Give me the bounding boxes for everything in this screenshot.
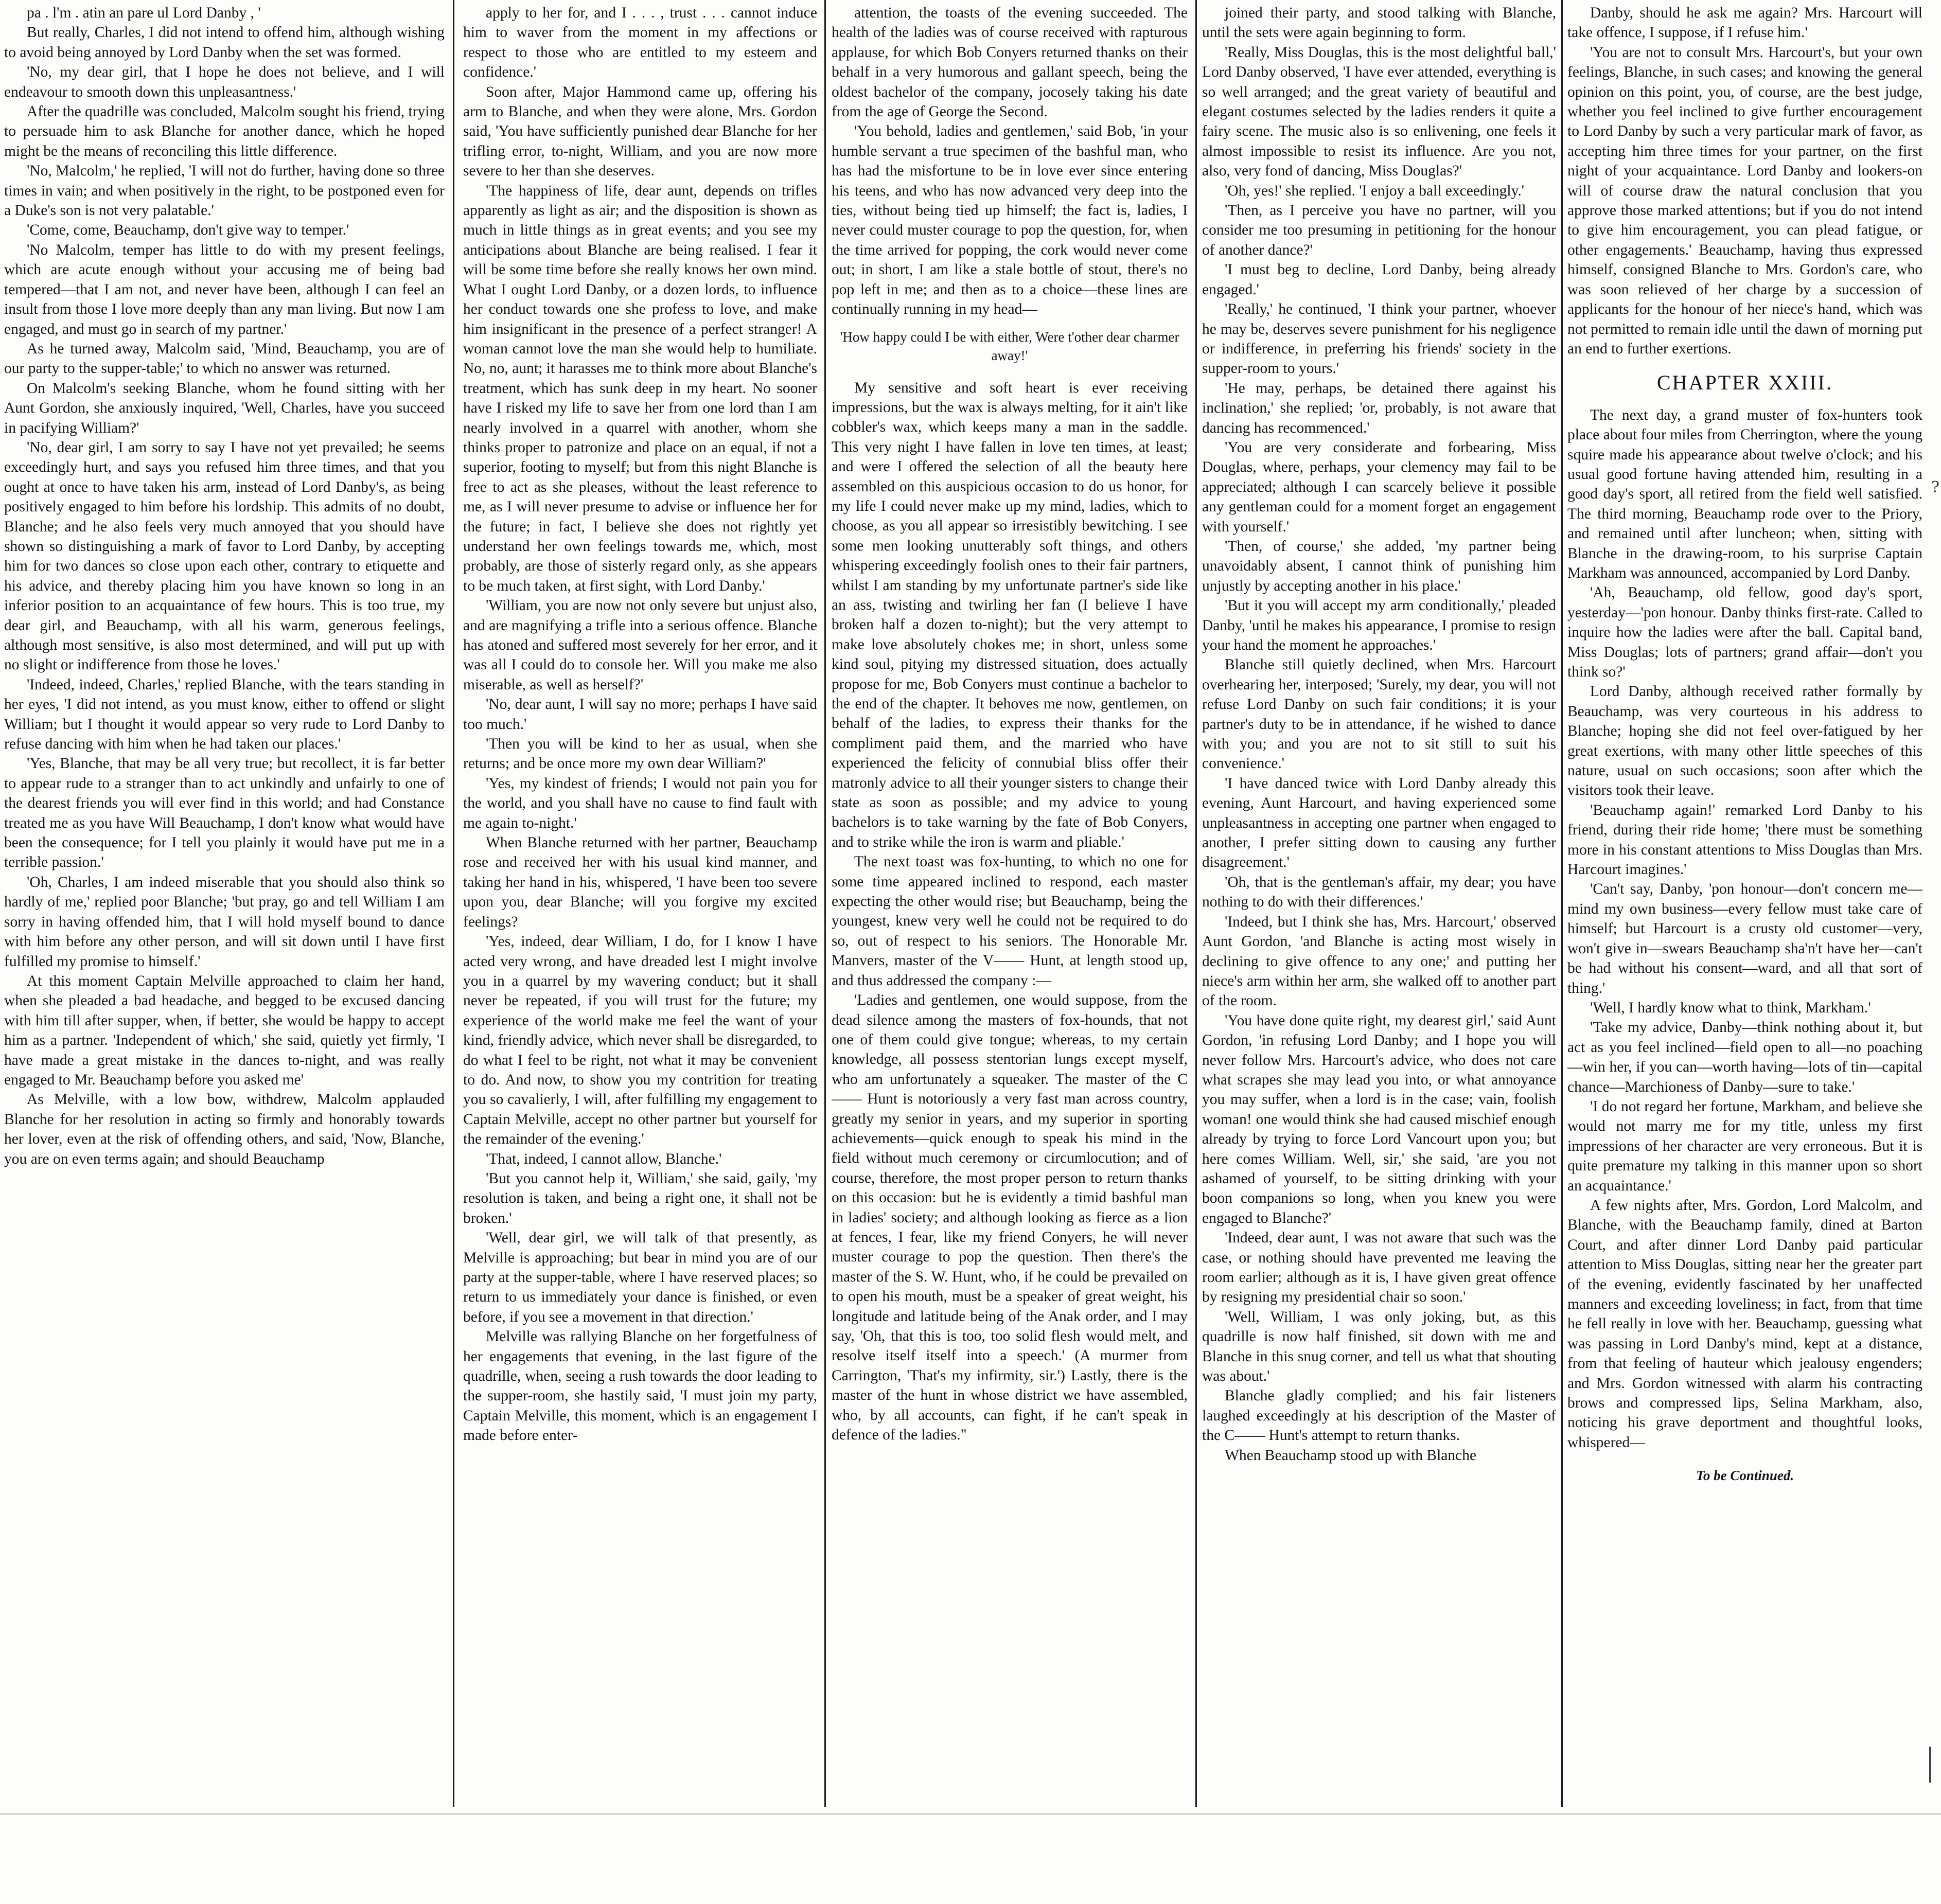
- paragraph: 'Beauchamp again!' remarked Lord Danby to his friend, during their ride home; 'there must be something more in his constant attentions to Miss Douglas than Mrs. Harcourt imagines.': [1567, 802, 1922, 878]
- paragraph: My sensitive and soft heart is ever receiving impressions, but the wax is always melting, for it ain't like cobbler's wax, which keeps many a man in the saddle. This very night I have fallen in love ten times, at least; and were I offered the selection of all the beauty here assembled on this auspicious occasion to do us honor, for my life I could never make up my mind, ladies, which to choose, as you all appear so irresistibly bewitching. I see some men looking unutterably soft things, and others whispering exceedingly foolish ones to their fair partners, whilst I am standing by my unfortunate partner's side like an ass, twisting and twirling her fan (I believe I have broken half a dozen to-night); but the very attempt to make love absolutely chokes me; in short, unless some kind soul, pitying my distressed situation, does actually propose for me, Bob Conyers must continue a bachelor to the end of the chapter. It behoves me now, gentlemen, on behalf of the ladies, to express their thanks for the compliment paid them, and the married who have experienced the felicity of connubial bliss offer their matronly advice to all their younger sisters to change their state as soon as possible; and my advice to young bachelors is to take warning by the fate of Bob Conyers, and to strike while the iron is warm and pliable.': [832, 379, 1188, 850]
- text-column-1: [4, 3, 445, 1809]
- paragraph: 'William, you are now not only severe but unjust also, and are magnifying a trifle into a serious offence. Blanche has atoned and suffered most severely for her error, and it was all I could do to console her. Will you make me also miserable, as well as herself?': [463, 597, 817, 693]
- paragraph: At this moment Captain Melville approached to claim her hand, when she pleaded a bad headache, and begged to be excused dancing with him till after supper, when, if better, she would be happy to accept him as a partner. 'Independent of which,' she said, quietly yet firmly, 'I have made a great mistake in the dances to-night, and was really engaged to Mr. Beauchamp before you asked me': [4, 972, 445, 1088]
- page-edge-mark: [1929, 1747, 1931, 1783]
- paragraph: 'Well, I hardly know what to think, Markham.': [1590, 999, 1871, 1016]
- column-rule: [1195, 0, 1197, 1807]
- text-column-3: [832, 3, 1188, 1809]
- column-rule: [453, 0, 454, 1807]
- paragraph: 'That, indeed, I cannot allow, Blanche.': [486, 1150, 722, 1167]
- paragraph: attention, the toasts of the evening succeeded. The health of the ladies was of course received with rapturous applause, for which Bob Conyers returned thanks on their behalf in a very humorous and gallant speech, being the oldest bachelor of the company, jocosely taking his date from the age of George the Second.: [832, 5, 1188, 120]
- paragraph: 'Oh, yes!' she replied. 'I enjoy a ball exceedingly.': [1225, 182, 1525, 199]
- paragraph: 'Indeed, but I think she has, Mrs. Harcourt,' observed Aunt Gordon, 'and Blanche is acting most wisely in declining to give offence to any one;' and putting her niece's arm within her arm, she walked off to another part of the room.: [1202, 913, 1556, 1009]
- column-rule: [824, 0, 826, 1807]
- paragraph: On Malcolm's seeking Blanche, whom he found sitting with her Aunt Gordon, she anxiously inquired, 'Well, Charles, have you succeed in pacifying William?': [4, 380, 445, 436]
- paragraph: 'Yes, indeed, dear William, I do, for I know I have acted very wrong, and have dreaded lest I might involve you in a quarrel by my wavering conduct; but it shall never be repeated, if you will trust for the future; my experience of the world make me feel the want of your kind, friendly advice, which never shall be disregarded, to do what I feel to be right, not what it may be convenient to do. And now, to show you my contrition for treating you so cavalierly, I will, after fulfilling my engagement to Captain Melville, accept no other partner but yourself for the remainder of the evening.': [463, 933, 817, 1148]
- paragraph: 'But you cannot help it, William,' she said, gaily, 'my resolution is taken, and being a right one, it shall not be broken.': [463, 1170, 817, 1226]
- to-be-continued: To be Continued.: [1696, 1468, 1794, 1484]
- paragraph: 'Well, dear girl, we will talk of that presently, as Melville is approaching; but bear in mind you are of our party at the supper-table, where I have reserved places; so return to us immediately your dance is finished, or even before, if you see a movement in that direction.': [463, 1230, 817, 1325]
- paragraph: The next toast was fox-hunting, to which no one for some time appeared inclined to respond, each master expecting the other would rise; but Beauchamp, being the youngest, knew very well he could not be required to do so, out of respect to his seniors. The Honorable Mr. Manvers, master of the V—— Hunt, at length stood up, and thus addressed the company :—: [832, 853, 1188, 989]
- verse-quote: 'How happy could I be with either, Were t'other dear charmer away!': [840, 329, 1179, 363]
- paragraph: 'Ladies and gentlemen, one would suppose, from the dead silence among the masters of fox-hounds, that not one of them could give tongue; whereas, to my certain knowledge, all possess stentorian lungs except myself, who am unfortunately a squeaker. The master of the C—— Hunt is notoriously a very fast man across country, greatly my senior in years, and my superior in sporting achievements—quick enough to speak his mind in the field without much ceremony or circumlocution; and of course, therefore, the most proper person to return thanks on this occasion: but he is evidently a timid bashful man in ladies' society; and although looking as fierce as a lion at fences, I fear, like my friend Conyers, he will never muster courage to pop the question. Then there's the master of the S. W. Hunt, who, if he could be prevailed on to open his mouth, must be a speaker of great weight, his longitude and latitude being of the Anak order, and I may say, 'Oh, that this is too, too solid flesh would melt, and resolve itself itself into a speech.' (A murmer from Carrington, 'That's my infirmity, sir.') Lastly, there is the master of the hunt in whose district we have assembled, who, by all accounts, can fight, if he can't speak in defence of the ladies.": [832, 992, 1188, 1444]
- text-column-2: [463, 3, 817, 1809]
- paragraph: 'He may, perhaps, be detained there against his inclination,' she replied; 'or, probably, is not aware that dancing has recommenced.': [1202, 380, 1556, 436]
- paragraph: 'Yes, Blanche, that may be all very true; but recollect, it is far better to appear rude to a stranger than to act unkindly and unfairly to one of the dearest friends you will ever find in this world; and had Constance treated me as you have Will Beauchamp, I don't know what would have been the consequence; for I tell you plainly it would have put me in a terrible passion.': [4, 755, 445, 871]
- paragraph: Blanche still quietly declined, when Mrs. Harcourt overhearing her, interposed; 'Surely, my dear, you will not refuse Lord Danby on such fair conditions; it is your partner's duty to be in attendance, if he wished to dance with you; and you are not to sit still to suit his convenience.': [1202, 656, 1556, 772]
- paragraph: 'Oh, that is the gentleman's affair, my dear; you have nothing to do with their differences.': [1202, 874, 1556, 911]
- paragraph: joined their party, and stood talking with Blanche, until the sets were again beginning to form.: [1202, 5, 1556, 41]
- column-rule: [1561, 0, 1563, 1807]
- paragraph: 'Then, of course,' she added, 'my partner being unavoidably absent, I cannot think of punishing him unjustly by accepting another in his place.': [1202, 538, 1556, 594]
- paragraph: As he turned away, Malcolm said, 'Mind, Beauchamp, you are of our party to the supper-table;' to which no answer was returned.: [4, 340, 445, 377]
- text-column-5: [1567, 3, 1922, 1809]
- paragraph: 'No Malcolm, temper has little to do with my present feelings, which are acute enough without your accusing me of being bad tempered—that I am not, and never have been, although I can feel an insult from those I love more deeply than any man living. But now I am engaged, and must go in search of my partner.': [4, 241, 445, 337]
- paragraph: 'Can't say, Danby, 'pon honour—don't concern me—mind my own business—every fellow must take care of himself; but Harcourt is a crusty old customer—very, won't give in—swears Beauchamp sha'n't have her—can't be had without his consent—ward, and all that sort of thing.': [1567, 881, 1922, 997]
- paragraph: 'No, dear aunt, I will say no more; perhaps I have said too much.': [463, 696, 817, 733]
- paragraph: 'You are not to consult Mrs. Harcourt's, but your own feelings, Blanche, in such cases; and knowing the general opinion on this point, you, of course, are the best judge, whether you feel inclined to give further encouragement to Lord Danby by such a very particular mark of favor, as accepting him three times for your partner, on the first night of your acquaintance. Lord Danby and lookers-on will of course draw the natural conclusion that you approve those marked attentions; but if you do not intend to give him encouragement, you can plead fatigue, or other engagements.' Beauchamp, having thus expressed himself, consigned Blanche to Mrs. Gordon's care, who was soon relieved of her charge by a succession of applicants for the honour of her niece's hand, which was not permitted to remain idle until the dawn of morning put an end to further exertions.: [1567, 44, 1922, 357]
- paragraph: 'No, my dear girl, that I hope he does not believe, and I will endeavour to smooth down this unpleasantness.': [4, 64, 445, 100]
- paragraph: A few nights after, Mrs. Gordon, Lord Malcolm, and Blanche, with the Beauchamp family, dined at Barton Court, and after dinner Lord Danby paid particular attention to Miss Douglas, sitting near her the greater part of the evening, evidently fascinated by her unaffected manners and exceeding loveliness; in fact, from that time he fell really in love with her. Beauchamp, guessing what was passing in Lord Danby's mind, kept at a distance, from that feeling of hauteur which jealousy engenders; and Mrs. Gordon witnessed with alarm his contracting brows and compressed lips, Selina Markham, also, noticing his grave deportment and thoughtful looks, whispered—: [1567, 1197, 1922, 1451]
- paragraph: Lord Danby, although received rather formally by Beauchamp, was very courteous in his address to Blanche; hoping she did not feel over-fatigued by her great exertions, with many other little speeches of this nature, usual on such occasions; soon after which the visitors took their leave.: [1567, 683, 1922, 799]
- paragraph: 'You behold, ladies and gentlemen,' said Bob, 'in your humble servant a true specimen of the bashful man, who has had the misfortune to be in love ever since entering his teens, and who has now advanced very deep into the ties, without being tied up himself; the fact is, ladies, I never could muster courage to pop the question, for, when the time arrived for popping, the cork would never come out; in short, I am like a stale bottle of stout, there's no pop left in me; and then as to a choice—these lines are continually running in my head—: [832, 123, 1188, 318]
- paragraph: 'I do not regard her fortune, Markham, and believe she would not marry me for my title, unless my first impressions of her character are very erroneous. But it is quite premature my talking in this manner upon so short an acquaintance.': [1567, 1098, 1922, 1194]
- paragraph: 'Ah, Beauchamp, old fellow, good day's sport, yesterday—'pon honour. Danby thinks first-rate. Called to inquire how the ladies were after the ball. Capital band, Miss Douglas; lots of partners; grand affair—don't you think so?': [1567, 584, 1922, 680]
- paragraph: Melville was rallying Blanche on her forgetfulness of her engagements that evening, in the last figure of the quadrille, when, seeing a rush towards the door leading to the supper-room, she hastily said, 'I must join my party, Captain Melville, this moment, which is an engagement I made before enter-: [463, 1328, 817, 1444]
- paragraph: As Melville, with a low bow, withdrew, Malcolm applauded Blanche for her resolution in acting so firmly and honorably towards her lover, even at the risk of offending others, and said, 'Now, Blanche, you are on even terms again; and should Beauchamp: [4, 1091, 445, 1167]
- paragraph: 'No, Malcolm,' he replied, 'I will not do further, having done so three times in vain; and when positively in the right, to be postponed even for a Duke's son is not very palatable.': [4, 163, 445, 219]
- paragraph: 'I must beg to decline, Lord Danby, being already engaged.': [1202, 261, 1556, 298]
- paragraph: 'I have danced twice with Lord Danby already this evening, Aunt Harcourt, and having experienced some unpleasantness in accepting one partner when engaged to another, I prefer sitting down to causing any further disagreement.': [1202, 775, 1556, 871]
- paragraph: 'Really, Miss Douglas, this is the most delightful ball,' Lord Danby observed, 'I have ever attended, everything is so well arranged; and the great variety of beautiful and elegant costumes selected by the ladies renders it quite a fairy scene. The music also is so enlivening, one feels it almost impossible to resist its influence. Are you not, also, very fond of dancing, Miss Douglas?': [1202, 44, 1556, 180]
- paragraph: Soon after, Major Hammond came up, offering his arm to Blanche, and when they were alone, Mrs. Gordon said, 'You have sufficiently punished dear Blanche for her trifling error, to-night, William, and you are now more severe to her than she deserves.: [463, 83, 817, 180]
- paragraph: 'But it you will accept my arm conditionally,' pleaded Danby, 'until he makes his appearance, I promise to resign your hand the moment he approaches.': [1202, 597, 1556, 653]
- page-bottom-rule: [0, 1813, 1941, 1814]
- paragraph: The next day, a grand muster of fox-hunters took place about four miles from Cherrington, where the young squire made his appearance about twelve o'clock; and his usual good fortune having attended him, resulting in a good day's sport, all retired from the field well satisfied. The third morning, Beauchamp rode over to the Priory, and remained until after luncheon; when, sitting with Blanche in the drawing-room, to his surprise Captain Markham was announced, accompanied by Lord Danby.: [1567, 406, 1922, 581]
- paragraph: But really, Charles, I did not intend to offend him, although wishing to avoid being annoyed by Lord Danby when the set was formed.: [4, 24, 445, 61]
- paragraph: Danby, should he ask me again? Mrs. Harcourt will take offence, I suppose, if I refuse him.': [1567, 5, 1922, 41]
- paragraph: 'You have done quite right, my dearest girl,' said Aunt Gordon, 'in refusing Lord Danby; and I hope you will never follow Mrs. Harcourt's advice, who does not care what scrapes she may lead you into, or what annoyance you may suffer, when a lord is in the case; vain, foolish woman! one would think she had caused mischief enough already by trying to force Lord Vancourt upon you; but here comes William. Well, sir,' she said, 'are you not ashamed of yourself, to be sitting drinking with your boon companions so long, when you knew you were engaged to Blanche?': [1202, 1012, 1556, 1226]
- paragraph: 'You are very considerate and forbearing, Miss Douglas, where, perhaps, your clemency may fail to be appreciated; although I can scarcely believe it possible any gentleman could for a moment forget an engagement with yourself.': [1202, 439, 1556, 535]
- paragraph: 'The happiness of life, dear aunt, depends on trifles apparently as light as air; and the disposition is shown as much in little things as in great events; and you see my anticipations about Blanche are being realised. I fear it will be some time before she really knows her own mind. What I ought Lord Danby, or a dozen lords, to influence her conduct towards one she profess to love, and make him insignificant in the presence of a perfect stranger! A woman cannot love the man she would help to humiliate. No, no, aunt; it harasses me to think more about Blanche's treatment, which has sunk deep in my heart. No sooner have I risked my life to save her from one lord than I am nearly involved in a quarrel with another, whom she thinks proper to patronize and place on an equal, if not a superior, footing to myself; but from this night Blanche is free to act as she pleases, without the least reference to me, as I will never presume to advise or influence her for the future; in fact, I believe she does not rightly yet understand her own feelings towards me, which, most probably, are those of sisterly regard only, as she appears to be much taken, at first sight, with Lord Danby.': [463, 182, 817, 594]
- paragraph: 'Then, as I perceive you have no partner, will you consider me too presuming in petitioning for the honour of another dance?': [1202, 202, 1556, 258]
- paragraph: 'Indeed, indeed, Charles,' replied Blanche, with the tears standing in her eyes, 'I did not intend, as you must know, either to offend or slight William; but I thought it would appear so very rude to Lord Danby to refuse dancing with him when he had taken our places.': [4, 676, 445, 753]
- paragraph: 'Come, come, Beauchamp, don't give way to temper.': [27, 222, 349, 239]
- paragraph: 'Well, William, I was only joking, but, as this quadrille is now half finished, sit down with me and Blanche in this snug corner, and tell us what that shouting was about.': [1202, 1308, 1556, 1385]
- paragraph: Blanche gladly complied; and his fair listeners laughed exceedingly at his description of the Master of the C—— Hunt's attempt to return thanks.: [1202, 1387, 1556, 1444]
- chapter-heading: CHAPTER XXIII.: [1657, 371, 1833, 395]
- paragraph: pa . l'm . atin an pare ul Lord Danby , ': [27, 5, 261, 21]
- paragraph: When Blanche returned with her partner, Beauchamp rose and received her with his usual kind manner, and taking her hand in his, whispered, 'I have been too severe upon you, dear Blanche; will you forgive my excited feelings?: [463, 834, 817, 930]
- paragraph: 'Oh, Charles, I am indeed miserable that you should also think so hardly of me,' replied poor Blanche; 'but pray, go and tell William I am sorry in having offended him, that I will hold myself bound to dance with him before any other person, and will sit down until I have first fulfilled my promise to himself.': [4, 874, 445, 970]
- paragraph: 'Then you will be kind to her as usual, when she returns; and be once more my own dear William?': [463, 736, 817, 772]
- paragraph: After the quadrille was concluded, Malcolm sought his friend, trying to persuade him to ask Blanche for another dance, which he hoped might be the means of reconciling this little difference.: [4, 103, 445, 159]
- paragraph: 'Really,' he continued, 'I think your partner, whoever he may be, deserves severe punishment for his negligence or indifference, in preferring his friends' society in the supper-room to yours.': [1202, 301, 1556, 377]
- paragraph: When Beauchamp stood up with Blanche: [1225, 1447, 1477, 1464]
- paragraph: 'Yes, my kindest of friends; I would not pain you for the world, and you shall have no cause to find fault with me again to-night.': [463, 775, 817, 831]
- text-column-4: [1202, 3, 1556, 1809]
- page-edge-bracket: ?: [1931, 478, 1940, 496]
- paragraph: 'Indeed, dear aunt, I was not aware that such was the case, or nothing should have prevented me leaving the room earlier; although as it is, I have given great offence by resigning my presidential chair so soon.': [1202, 1230, 1556, 1306]
- paragraph: 'Take my advice, Danby—think nothing about it, but act as you feel inclined—field open to all—no poaching—win her, if you can—worth having—lots of tin—capital chance—Marchioness of Danby—sure to take.': [1567, 1019, 1922, 1095]
- paragraph: 'No, dear girl, I am sorry to say I have not yet prevailed; he seems exceedingly hurt, and says you refused him three times, and that you ought at once to have taken his arm, instead of Lord Danby's, as being positively engaged to him before his lordship. This admits of no doubt, Blanche; and he also feels very much annoyed that you should have shown so distinguishing a mark of favor to Lord Danby, by accepting him for two dances so close upon each other, contrary to etiquette and his advice, and thereby placing him you have known so long in an inferior position to an acquaintance of few hours. This is too true, my dear girl, and Beauchamp, with all his warm, generous feelings, although most sensitive, is also most determined, and will put up with no slight or indifference from those he loves.': [4, 439, 445, 673]
- paragraph: apply to her for, and I . . . , trust . . . cannot induce him to waver from the moment in my affections or respect to those who are entitled to my esteem and confidence.': [463, 5, 817, 81]
